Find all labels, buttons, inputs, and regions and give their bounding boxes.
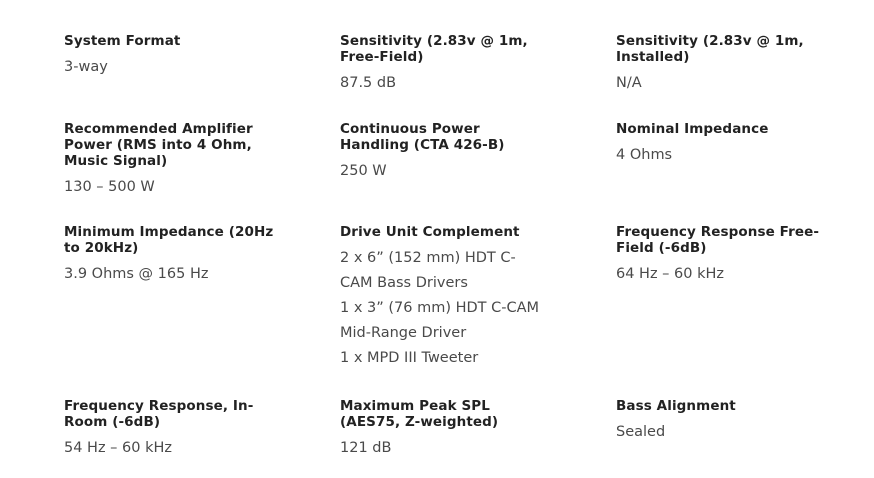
spec-value-line: Mid-Range Driver xyxy=(340,325,467,341)
spec-row xyxy=(64,398,824,468)
spec-label: Continuous Power Handling (CTA 426-B) xyxy=(340,121,505,153)
spec-value-line: 250 W xyxy=(340,163,387,179)
spec-value xyxy=(340,436,552,461)
spec-sensitivity-installed xyxy=(616,33,824,121)
spec-value-line: 130 – 500 W xyxy=(64,179,155,195)
spec-value xyxy=(616,143,828,168)
spec-value xyxy=(64,55,276,80)
spec-row xyxy=(64,121,824,224)
spec-value-line: 1 x MPD III Tweeter xyxy=(340,350,479,366)
spec-label: System Format xyxy=(64,33,181,49)
spec-label: Sensitivity (2.83v @ 1m, Installed) xyxy=(616,33,804,65)
spec-value-line: 4 Ohms xyxy=(616,147,673,163)
spec-value-line: 64 Hz – 60 kHz xyxy=(616,266,725,282)
spec-value xyxy=(616,262,828,287)
spec-label: Frequency Response, In-Room (-6dB) xyxy=(64,398,254,430)
spec-value xyxy=(616,420,828,445)
spec-drive-unit-complement xyxy=(340,224,616,398)
spec-value xyxy=(64,175,276,200)
spec-label: Recommended Amplifier Power (RMS into 4 Ohm, Music Signal) xyxy=(64,121,253,169)
spec-value-line: 1 x 3” (76 mm) HDT C-CAM xyxy=(340,300,540,316)
spec-value-line: 3.9 Ohms @ 165 Hz xyxy=(64,266,209,282)
spec-label: Nominal Impedance xyxy=(616,121,769,137)
spec-value-line: CAM Bass Drivers xyxy=(340,275,468,291)
spec-value-line: 87.5 dB xyxy=(340,75,397,91)
spec-frequency-response-free-field xyxy=(616,224,824,398)
spec-row xyxy=(64,224,824,398)
spec-value xyxy=(616,71,828,96)
spec-row xyxy=(64,33,824,121)
spec-continuous-power-handling xyxy=(340,121,616,224)
spec-value-line: 121 dB xyxy=(340,440,392,456)
spec-value xyxy=(340,159,552,184)
spec-label: Minimum Impedance (20Hz to 20kHz) xyxy=(64,224,274,256)
spec-value-line: Sealed xyxy=(616,424,666,440)
spec-system-format xyxy=(64,33,340,121)
spec-value-line: 54 Hz – 60 kHz xyxy=(64,440,173,456)
spec-label: Frequency Response Free-Field (-6dB) xyxy=(616,224,820,256)
spec-value xyxy=(340,246,552,371)
spec-label: Sensitivity (2.83v @ 1m, Free-Field) xyxy=(340,33,528,65)
spec-value-line: 3-way xyxy=(64,59,108,75)
spec-label: Drive Unit Complement xyxy=(340,224,520,240)
specifications-grid xyxy=(64,33,824,468)
spec-sensitivity-free-field xyxy=(340,33,616,121)
spec-value-line: 2 x 6” (152 mm) HDT C- xyxy=(340,250,516,266)
spec-label: Bass Alignment xyxy=(616,398,736,414)
spec-recommended-amplifier-power xyxy=(64,121,340,224)
spec-label: Maximum Peak SPL (AES75, Z-weighted) xyxy=(340,398,499,430)
spec-value-line: N/A xyxy=(616,75,642,91)
spec-bass-alignment xyxy=(616,398,824,468)
spec-minimum-impedance xyxy=(64,224,340,398)
spec-value xyxy=(64,262,276,287)
spec-frequency-response-in-room xyxy=(64,398,340,468)
spec-value xyxy=(340,71,552,96)
spec-value xyxy=(64,436,276,461)
spec-nominal-impedance xyxy=(616,121,824,224)
spec-maximum-peak-spl xyxy=(340,398,616,468)
